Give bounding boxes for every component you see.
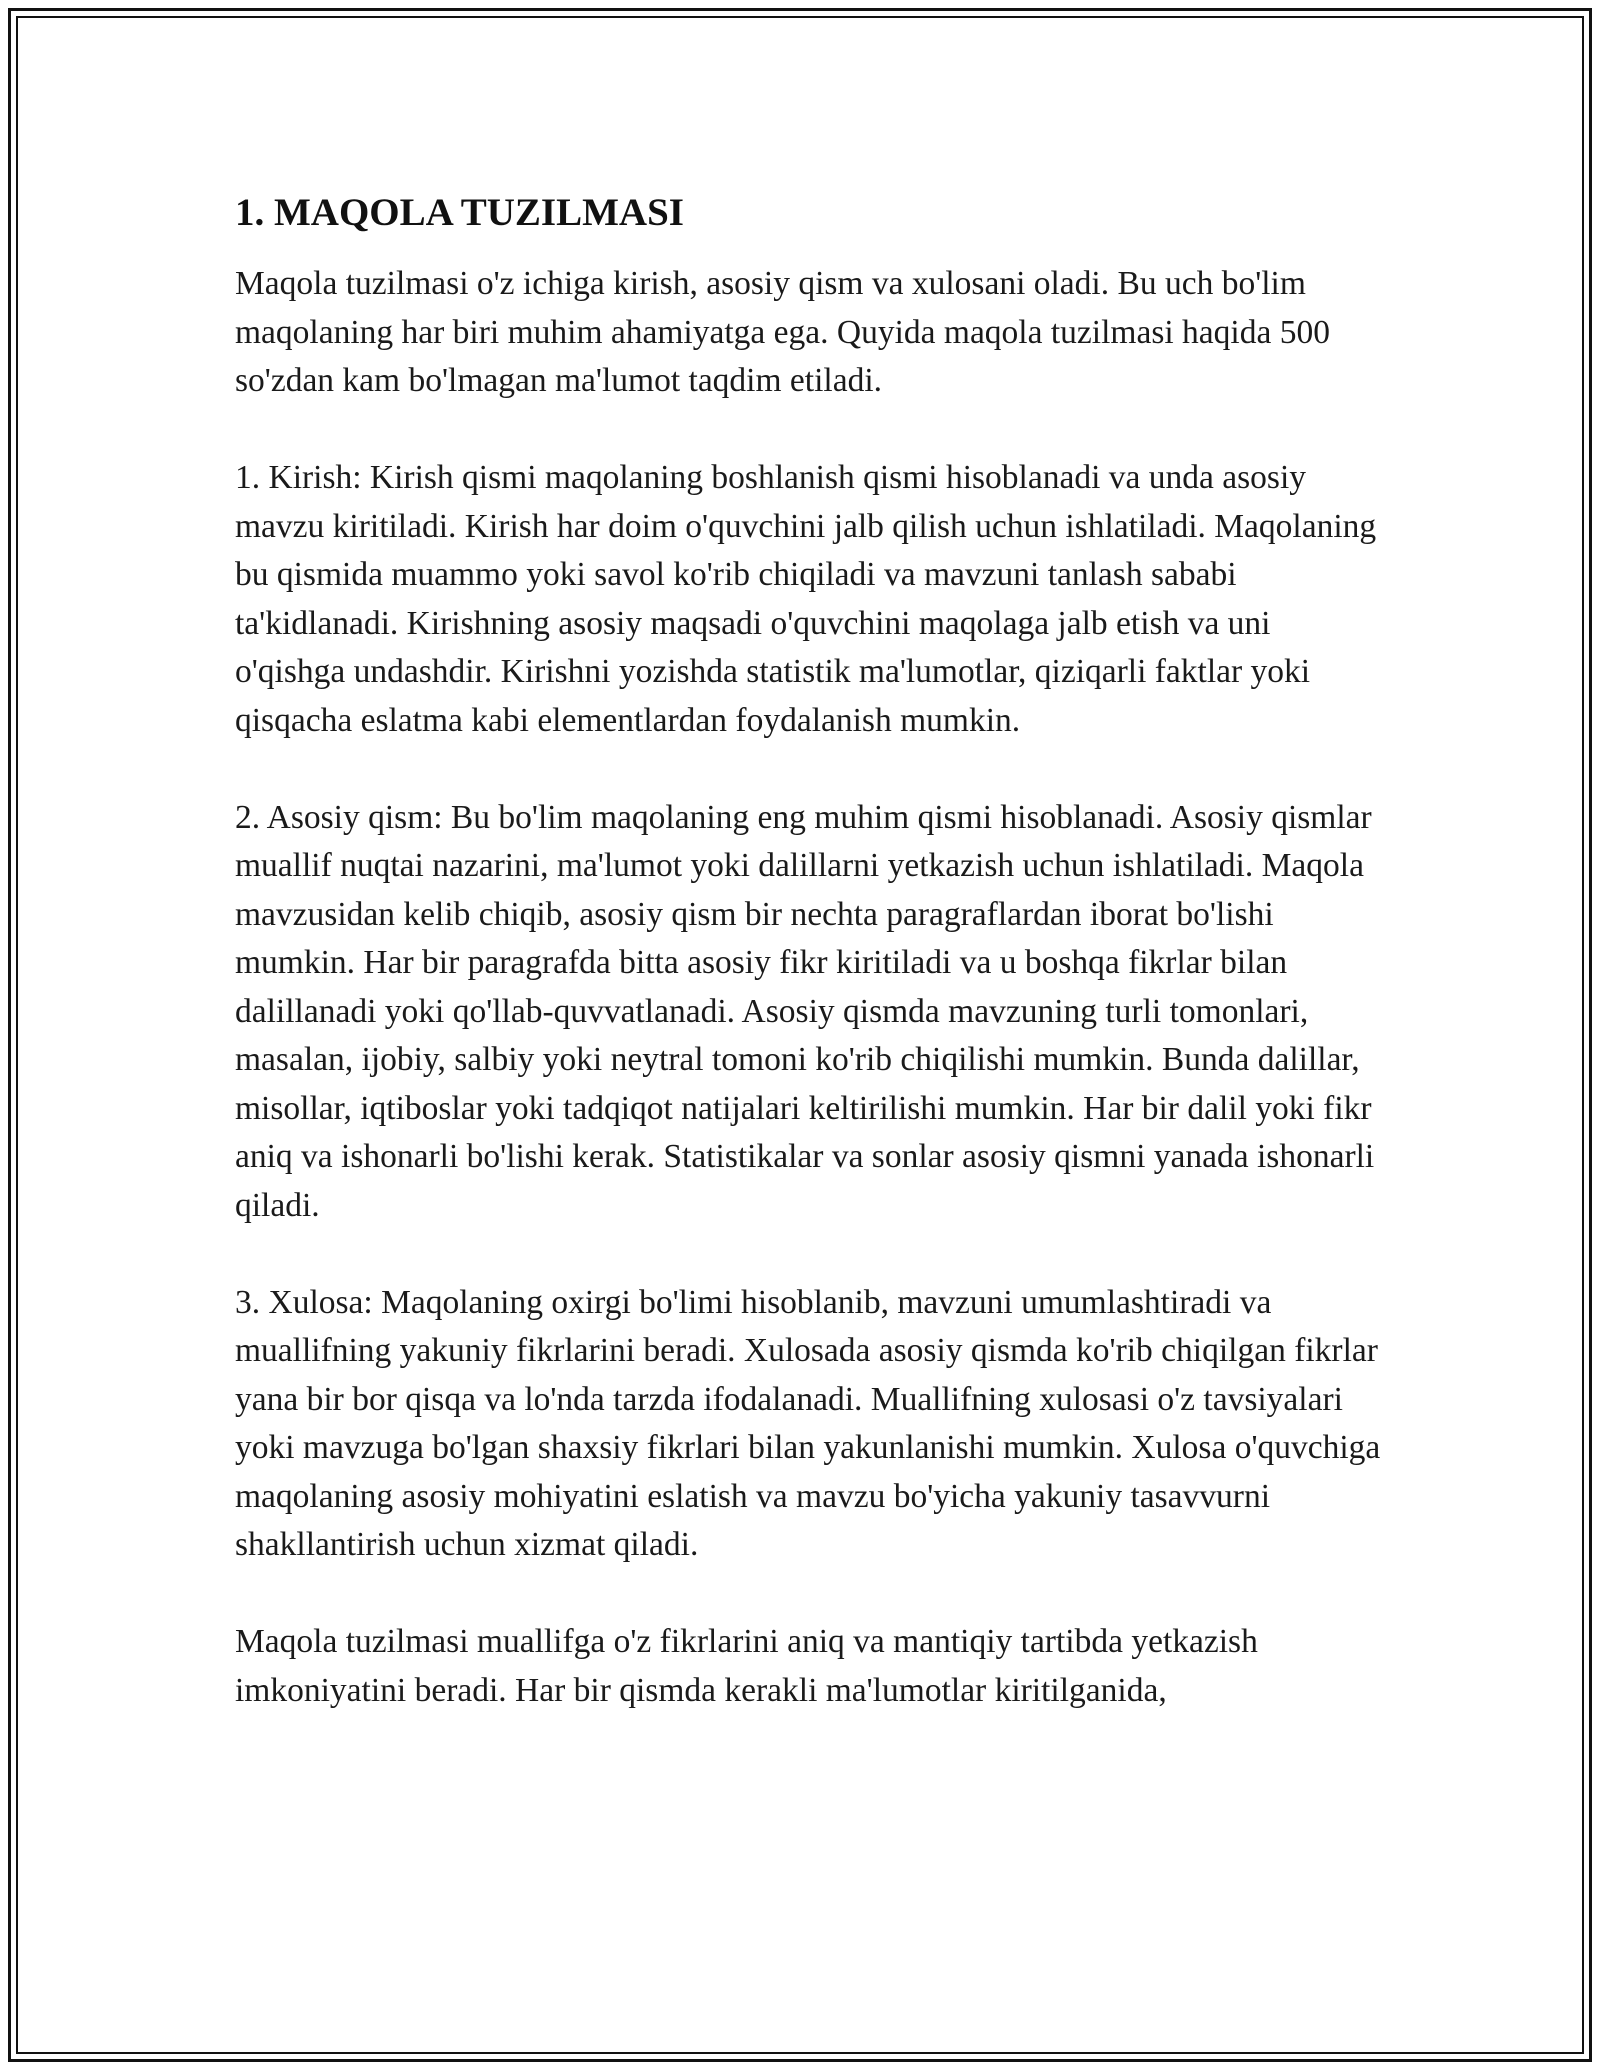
document-body xyxy=(235,186,1385,1715)
paragraph-conclusion: Maqola tuzilmasi muallifga o'z fikrlarini aniq va mantiqiy tartibda yetkazish imkoniyatini beradi. Har bir qismda kerakli ma'lumotlar kiritilganida, xyxy=(235,1623,1258,1709)
paragraph-xulosa: 3. Xulosa: Maqolaning oxirgi bo'limi hisoblanib, mavzuni umumlashtiradi va muallifning yakuniy fikrlarini beradi. Xulosada asosiy qismda ko'rib chiqilgan fikrlar yana bir bor qisqa va lo'nda tarzda ifodalanadi. Muallifning xulosasi o'z tavsiyalari yoki mavzuga bo'lgan shaxsiy fikrlari bilan yakunlanishi mumkin. Xulosa o'quvchiga maqolaning asosiy mohiyatini eslatish va mavzu bo'yicha yakuniy tasavvurni shakllantirish uchun xizmat qiladi. xyxy=(235,1283,1381,1563)
paragraph-asosiy-qism: 2. Asosiy qism: Bu bo'lim maqolaning eng muhim qismi hisoblanadi. Asosiy qismlar muallif nuqtai nazarini, ma'lumot yoki dalillarni yetkazish uchun ishlatiladi. Maqola mavzusidan kelib chiqib, asosiy qism bir nechta paragraflardan iborat bo'lishi mumkin. Har bir paragrafda bitta asosiy fikr kiritiladi va u boshqa fikrlar bilan dalillanadi yoki qo'llab-quvvatlanadi. Asosiy qismda mavzuning turli tomonlari, masalan, ijobiy, salbiy yoki neytral tomoni ko'rib chiqilishi mumkin. Bunda dalillar, misollar, iqtiboslar yoki tadqiqot natijalari keltirilishi mumkin. Har bir dalil yoki fikr aniq va ishonarli bo'lishi kerak. Statistikalar va sonlar asosiy qismni yanada ishonarli qiladi. xyxy=(235,798,1375,1224)
paragraph-intro: Maqola tuzilmasi o'z ichiga kirish, asosiy qism va xulosani oladi. Bu uch bo'lim maqolaning har biri muhim ahamiyatga ega. Quyida maqola tuzilmasi haqida 500 so'zdan kam bo'lmagan ma'lumot taqdim etiladi. xyxy=(235,265,1330,399)
paragraph-kirish: 1. Kirish: Kirish qismi maqolaning boshlanish qismi hisoblanadi va unda asosiy mavzu kiritiladi. Kirish har doim o'quvchini jalb qilish uchun ishlatiladi. Maqolaning bu qismida muammo yoki savol ko'rib chiqiladi va mavzuni tanlash sababi ta'kidlanadi. Kirishning asosiy maqsadi o'quvchini maqolaga jalb etish va uni o'qishga undashdir. Kirishni yozishda statistik ma'lumotlar, qiziqarli faktlar yoki qisqacha eslatma kabi elementlardan foydalanish mumkin. xyxy=(235,459,1377,739)
section-heading: 1. MAQOLA TUZILMASI xyxy=(235,191,684,234)
